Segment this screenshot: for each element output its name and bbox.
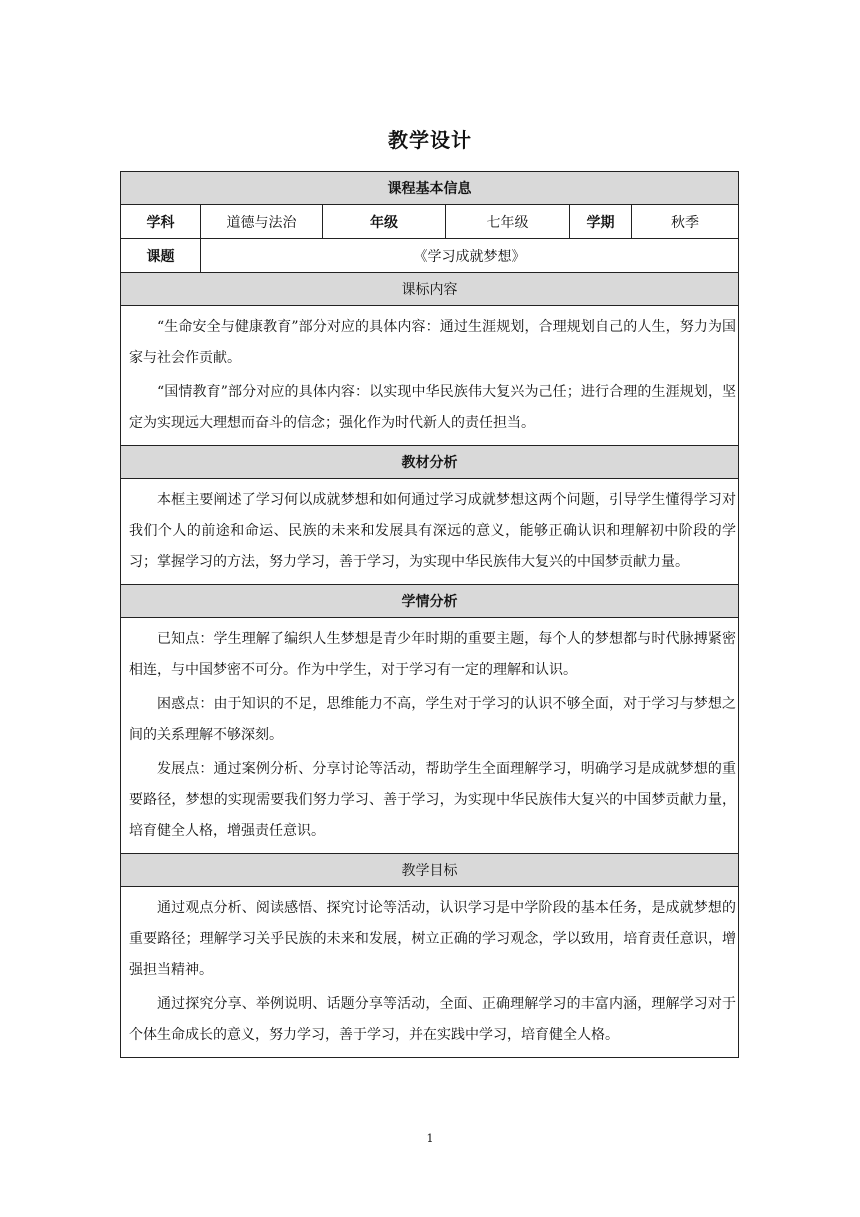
- goals-paragraph: 通过观点分析、阅读感悟、探究讨论等活动，认识学习是中学阶段的基本任务，是成就梦想的重要路径；理解学习关乎民族的未来和发展，树立正确的学习观念，学以致用，培育责任意识，增强担当精神。: [129, 900, 737, 978]
- document-title: 教学设计: [388, 128, 472, 152]
- curriculum-content: [121, 306, 739, 446]
- subject-label: 学科: [121, 205, 201, 239]
- goals-content: [121, 887, 739, 1058]
- students-paragraph: 已知点：学生理解了编织人生梦想是青少年时期的重要主题，每个人的梦想都与时代脉搏紧密相连，与中国梦密不可分。作为中学生，对于学习有一定的理解和认识。: [129, 631, 737, 678]
- basic-info-header: 课程基本信息: [121, 172, 739, 205]
- students-paragraph: 发展点：通过案例分析、分享讨论等活动，帮助学生全面理解学习，明确学习是成就梦想的重要路径，梦想的实现需要我们努力学习、善于学习，为实现中华民族伟大复兴的中国梦贡献力量，培育健全人格，增强责任意识。: [129, 761, 737, 839]
- subject-value: 道德与法治: [201, 205, 323, 239]
- topic-label: 课题: [121, 239, 201, 273]
- grade-value: 七年级: [446, 205, 570, 239]
- lesson-design-table: [120, 171, 739, 1058]
- curriculum-paragraph: “国情教育”部分对应的具体内容：以实现中华民族伟大复兴为己任；进行合理的生涯规划，坚定为实现远大理想而奋斗的信念；强化作为时代新人的责任担当。: [129, 384, 737, 431]
- grade-label: 年级: [323, 205, 446, 239]
- students-header: 学情分析: [121, 585, 739, 618]
- students-content: [121, 618, 739, 854]
- goals-paragraph: 通过探究分享、举例说明、话题分享等活动，全面、正确理解学习的丰富内涵，理解学习对于个体生命成长的意义，努力学习，善于学习，并在实践中学习，培育健全人格。: [129, 996, 737, 1043]
- term-label: 学期: [570, 205, 632, 239]
- curriculum-header: 课标内容: [121, 273, 739, 306]
- textbook-paragraph: 本框主要阐述了学习何以成就梦想和如何通过学习成就梦想这两个问题，引导学生懂得学习对我们个人的前途和命运、民族的未来和发展具有深远的意义，能够正确认识和理解初中阶段的学习；掌握学习的方法，努力学习，善于学习，为实现中华民族伟大复兴的中国梦贡献力量。: [129, 492, 737, 570]
- curriculum-paragraph: “生命安全与健康教育”部分对应的具体内容：通过生涯规划，合理规划自己的人生，努力为国家与社会作贡献。: [129, 319, 737, 366]
- page-number: 1: [426, 1132, 434, 1145]
- students-paragraph: 困惑点：由于知识的不足，思维能力不高，学生对于学习的认识不够全面，对于学习与梦想之间的关系理解不够深刻。: [129, 696, 737, 743]
- textbook-header: 教材分析: [121, 446, 739, 479]
- textbook-content: [121, 479, 739, 585]
- goals-header: 教学目标: [121, 854, 739, 887]
- topic-value: 《学习成就梦想》: [201, 239, 739, 273]
- term-value: 秋季: [632, 205, 739, 239]
